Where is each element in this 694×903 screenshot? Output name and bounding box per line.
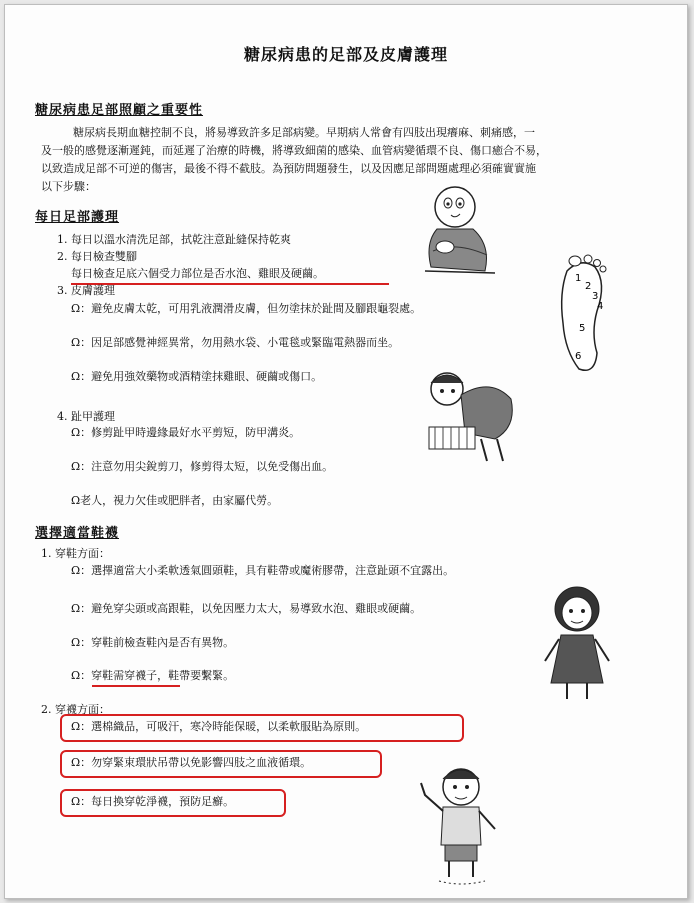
daily-heading: 每日足部護理	[35, 210, 120, 225]
highlight-underline-2	[92, 685, 180, 687]
footprint-pressure-points-illustration	[545, 253, 615, 377]
daily-item-4-c: Ω老人，視力欠佳或肥胖者，由家屬代勞。	[71, 494, 279, 507]
foot-point-5: 5	[579, 323, 586, 334]
shoes-sub-2: 2. 穿襪方面：	[41, 703, 110, 716]
daily-item-1: 1. 每日以溫水清洗足部，拭乾注意趾縫保持乾爽	[57, 233, 291, 246]
shoes-item-1-d-highlight: 穿鞋需穿襪子	[91, 669, 158, 682]
shoes-item-1-d-prefix: Ω：	[71, 669, 92, 682]
shoes-item-1-d-suffix: ，鞋帶要繫緊。	[157, 669, 235, 682]
shoes-item-1-d	[71, 668, 234, 683]
daily-item-4-b: Ω：注意勿用尖銳剪刀，修剪得太短，以免受傷出血。	[71, 460, 334, 473]
shoes-heading: 選擇適當鞋襪	[35, 526, 120, 541]
daily-item-4: 4. 趾甲護理	[57, 410, 115, 423]
daily-item-2: 2. 每日檢查雙腳	[57, 250, 137, 263]
shoes-sub-1: 1. 穿鞋方面：	[41, 547, 110, 560]
socks-item-c: Ω：每日換穿乾淨襪，預防足癬。	[71, 795, 235, 808]
intro-line-4: 以下步驟：	[41, 180, 96, 193]
daily-item-2-detail: 每日檢查足底六個受力部位是否水泡、雞眼及硬繭。	[71, 267, 324, 280]
foot-point-3: 3	[592, 291, 599, 302]
foot-point-4: 4	[597, 301, 604, 312]
intro-line-1: 糖尿病長期血糖控制不良，將易導致許多足部病變。早期病人常會有四肢出現癢麻、刺痛感，一	[73, 126, 535, 139]
foot-point-2: 2	[585, 281, 592, 292]
socks-item-a: Ω：選棉織品，可吸汗，寒冷時能保暖，以柔軟服貼為原則。	[71, 720, 367, 733]
page-title: 糖尿病患的足部及皮膚護理	[243, 45, 448, 64]
person-checking-foot-illustration	[415, 181, 499, 281]
intro-line-2: 及一般的感覺逐漸遲鈍，而延遲了治療的時機，將導致細菌的感染、血管病變循環不良、傷口癒合不易，	[41, 144, 547, 157]
boy-waving-illustration	[415, 765, 511, 889]
person-bending-illustration	[421, 369, 521, 465]
shoes-item-1-a: Ω：選擇適當大小柔軟透氣圓頭鞋，具有鞋帶或魔術膠帶，注意趾頭不宜露出。	[71, 564, 455, 577]
daily-item-3-c: Ω：避免用強效藥物或酒精塗抹雞眼、硬繭或傷口。	[71, 370, 323, 383]
woman-in-dress-illustration	[537, 583, 617, 701]
daily-item-4-a: Ω：修剪趾甲時邊緣最好水平剪短，防甲溝炎。	[71, 426, 301, 439]
intro-heading: 糖尿病患足部照顧之重要性	[35, 103, 204, 118]
foot-point-6: 6	[575, 351, 582, 362]
shoes-item-1-b: Ω：避免穿尖頭或高跟鞋，以免因壓力太大，易導致水泡、雞眼或硬繭。	[71, 602, 422, 615]
intro-line-3: 以致造成足部不可逆的傷害，最後不得不截肢。為預防問題發生，以及因應足部問題處理必須確實實施	[41, 162, 536, 175]
highlight-underline-1	[71, 283, 389, 285]
daily-item-3: 3. 皮膚護理	[57, 284, 115, 297]
daily-item-3-a: Ω：避免皮膚太乾，可用乳液潤滑皮膚，但勿塗抹於趾間及腳跟龜裂處。	[71, 302, 422, 315]
foot-point-1: 1	[575, 273, 582, 284]
shoes-item-1-c: Ω：穿鞋前檢查鞋內是否有異物。	[71, 636, 235, 649]
document-page	[4, 4, 688, 899]
daily-item-3-b: Ω：因足部感覺神經異常，勿用熱水袋、小電毯或緊臨電熱器而坐。	[71, 336, 400, 349]
socks-item-b: Ω：勿穿緊束環狀吊帶以免影響四肢之血液循環。	[71, 756, 312, 769]
